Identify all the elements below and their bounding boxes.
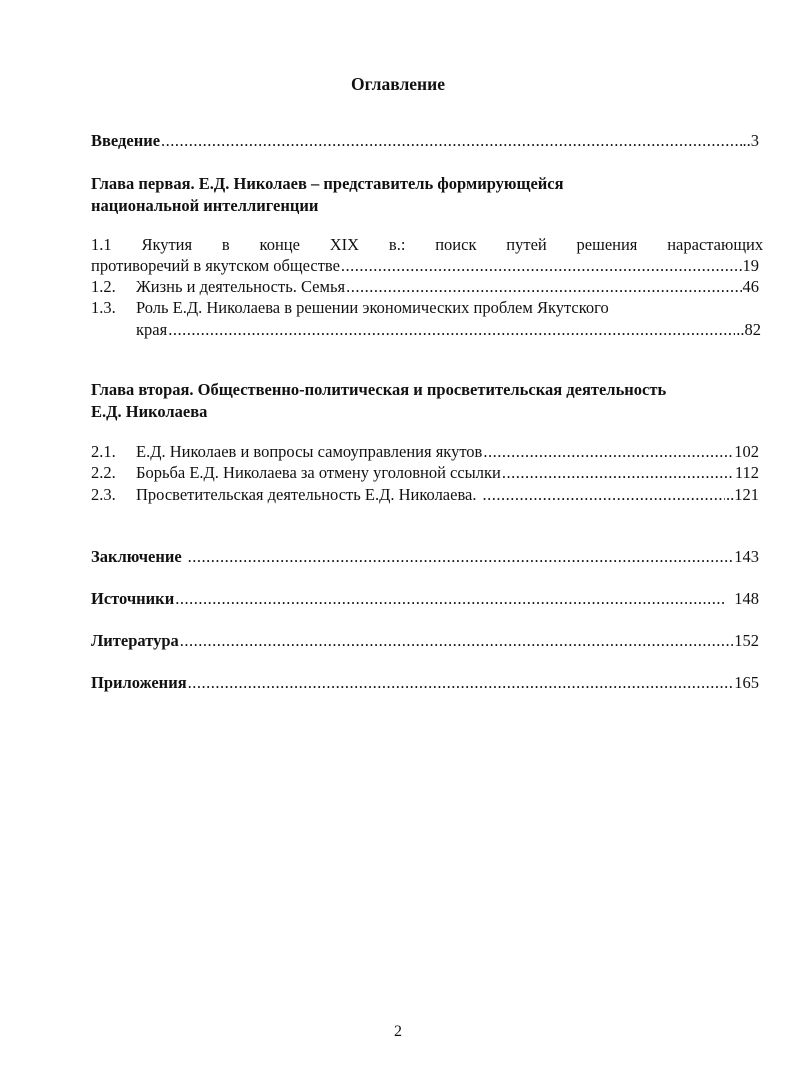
toc-entry-sources[interactable] [91,589,759,609]
section-number: 1.2. [91,277,116,296]
toc-title: Оглавление [351,74,445,94]
toc-entry-conclusion[interactable] [91,547,759,567]
dot-leader [482,485,725,505]
dot-leader [483,442,733,462]
toc-entry-label: Роль Е.Д. Николаева в решении экономических проблем Якутского [136,298,609,317]
word: в.: [388,235,406,254]
toc-entry-label: Е.Д. Николаев и вопросы самоуправления якутов [136,442,483,461]
toc-entry-page: ..3 [742,131,759,150]
word: Якутия [141,235,193,254]
toc-entry-1-3-line1[interactable] [91,298,759,318]
section-number: 1.3. [91,298,116,317]
chapter-heading-line: Глава первая. Е.Д. Николаев – представитель формирующейся [91,174,564,193]
toc-entry-1-1-line2[interactable] [91,256,759,276]
section-number: 2.3. [91,485,116,504]
chapter-heading-line: национальной интеллигенции [91,196,319,215]
word: поиск [435,235,477,254]
page-number: 2 [394,1023,402,1040]
toc-entry-intro[interactable] [91,131,759,151]
word: 1.1 [91,235,112,254]
toc-entry-label: Источники [91,589,175,608]
toc-entry-page: ..121 [726,485,759,504]
toc-entry-1-2[interactable] [91,277,759,297]
toc-entry-label: края [136,320,168,339]
section-number: 2.1. [91,442,116,461]
dot-leader [168,320,735,340]
toc-entry-page: 19 [742,256,759,275]
toc-entry-label: Литература [91,631,179,650]
toc-entry-label: Просветительская деятельность Е.Д. Николаева. [136,485,477,504]
chapter-heading-line: Глава вторая. Общественно-политическая и просветительская деятельность [91,380,667,399]
toc-entry-page: 148 [734,589,759,608]
dot-leader [188,547,734,567]
chapter-heading-line: Е.Д. Николаева [91,402,208,421]
dot-leader [346,277,741,297]
toc-entry-1-3-line2[interactable] [136,320,761,340]
toc-entry-appendix[interactable] [91,673,759,693]
toc-entry-label: Жизнь и деятельность. Семья [136,277,346,296]
dot-leader [175,589,724,609]
dot-leader [502,463,734,483]
word: XIX [329,235,360,254]
toc-entry-page: 152 [734,631,759,650]
dot-leader [180,631,733,651]
word: нарастающих [667,235,764,254]
word: решения [576,235,638,254]
toc-entry-page: 143 [734,547,759,566]
toc-entry-page: ..82 [736,320,761,339]
toc-entry-page: 112 [734,463,759,482]
word: в [221,235,230,254]
toc-entry-literature[interactable] [91,631,759,651]
toc-entry-label: Борьба Е.Д. Николаева за отмену уголовной ссылки [136,463,501,482]
word: конце [259,235,300,254]
toc-entry-page: 46 [742,277,759,296]
dot-leader [188,673,734,693]
toc-entry-label: Заключение [91,547,182,566]
dot-leader [161,131,741,151]
section-number: 2.2. [91,463,116,482]
word: путей [506,235,547,254]
toc-entry-label: противоречий в якутском обществе [91,256,340,275]
toc-entry-2-1[interactable] [91,442,759,462]
toc-entry-2-3[interactable] [91,485,759,505]
toc-entry-page: 102 [734,442,759,461]
toc-entry-2-2[interactable] [91,463,759,483]
toc-entry-label: Введение [91,131,161,150]
toc-entry-label: Приложения [91,673,187,692]
chapter-2-heading [91,379,781,423]
dot-leader [341,256,742,276]
toc-entry-1-1-line1[interactable] [91,235,763,255]
chapter-1-heading [91,173,771,217]
toc-entry-page: 165 [734,673,759,692]
